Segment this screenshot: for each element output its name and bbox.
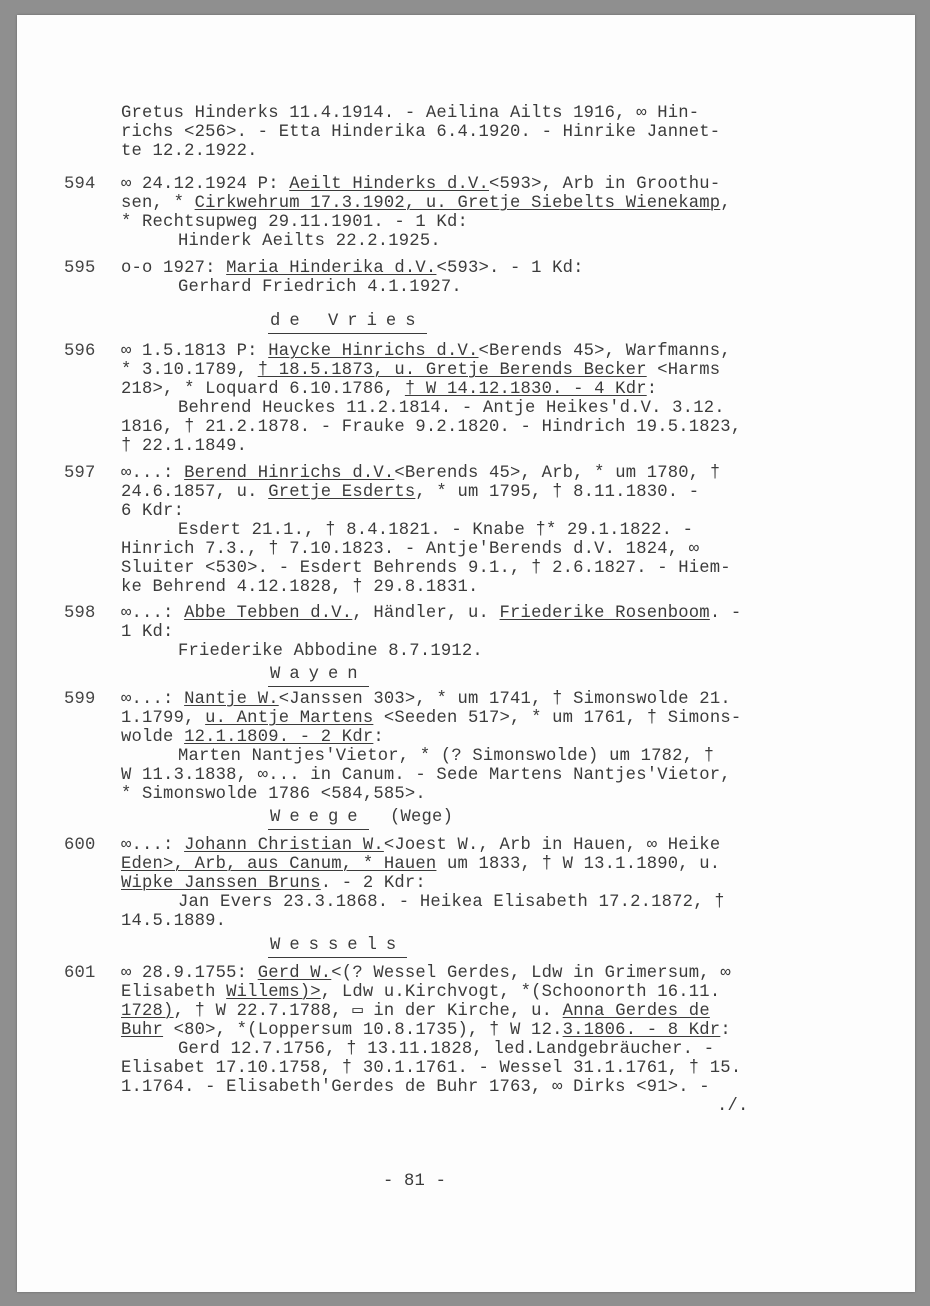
text-line: 6 Kdr: bbox=[121, 502, 185, 521]
entry-number: 598 bbox=[64, 604, 96, 623]
text-line: Sluiter <530>. - Esdert Behrends 9.1., † 2.6.1827. - Hiem- bbox=[121, 559, 731, 578]
text-line: ∞ 1.5.1813 P: Haycke Hinrichs d.V.<Berends 45>, Warfmanns, bbox=[121, 342, 731, 361]
text-line: 1816, † 21.2.1878. - Frauke 9.2.1820. - Hindrich 19.5.1823, bbox=[121, 418, 742, 437]
text-line: ∞ 28.9.1755: Gerd W.<(? Wessel Gerdes, Ldw in Grimersum, ∞ bbox=[121, 964, 731, 983]
text-line: ∞ 24.12.1924 P: Aeilt Hinderks d.V.<593>, Arb in Groothu- bbox=[121, 175, 721, 194]
page-number: - 81 - bbox=[383, 1172, 447, 1191]
text-line: 1728), † W 22.7.1788, ▭ in der Kirche, u. Anna Gerdes de bbox=[121, 1002, 710, 1021]
text-line: Behrend Heuckes 11.2.1814. - Antje Heikes'd.V. 3.12. bbox=[178, 399, 725, 418]
section-heading: Weege bbox=[268, 809, 369, 830]
entry-number: 600 bbox=[64, 836, 96, 855]
entry-number: 599 bbox=[64, 690, 96, 709]
text-line: 218>, * Loquard 6.10.1786, † W 14.12.1830. - 4 Kdr: bbox=[121, 380, 658, 399]
text-line: Gerd 12.7.1756, † 13.11.1828, led.Landgebräucher. - bbox=[178, 1040, 715, 1059]
text-line: Hinderk Aeilts 22.2.1925. bbox=[178, 232, 441, 251]
text-line: Jan Evers 23.3.1868. - Heikea Elisabeth 17.2.1872, † bbox=[178, 893, 725, 912]
text-line: Hinrich 7.3., † 7.10.1823. - Antje'Berends d.V. 1824, ∞ bbox=[121, 540, 700, 559]
section-heading-variant: (Wege) bbox=[390, 808, 454, 827]
text-line: wolde 12.1.1809. - 2 Kdr: bbox=[121, 728, 384, 747]
text-line: Elisabet 17.10.1758, † 30.1.1761. - Wessel 31.1.1761, † 15. bbox=[121, 1059, 742, 1078]
text-line: W 11.3.1838, ∞... in Canum. - Sede Martens Nantjes'Vietor, bbox=[121, 766, 731, 785]
text-line: Friederike Abbodine 8.7.1912. bbox=[178, 642, 483, 661]
text-line: Esdert 21.1., † 8.4.1821. - Knabe †* 29.1.1822. - bbox=[178, 521, 694, 540]
text-line: 1.1799, u. Antje Martens <Seeden 517>, * um 1761, † Simons- bbox=[121, 709, 742, 728]
text-line: Buhr <80>, *(Loppersum 10.8.1735), † W 12.3.1806. - 8 Kdr: bbox=[121, 1021, 731, 1040]
text-line: ke Behrend 4.12.1828, † 29.8.1831. bbox=[121, 578, 479, 597]
text-line: ∞...: Abbe Tebben d.V., Händler, u. Friederike Rosenboom. - bbox=[121, 604, 742, 623]
text-line: Gerhard Friedrich 4.1.1927. bbox=[178, 278, 462, 297]
text-line: ∞...: Berend Hinrichs d.V.<Berends 45>, Arb, * um 1780, † bbox=[121, 464, 721, 483]
text-line: te 12.2.1922. bbox=[121, 142, 258, 161]
text-line: o-o 1927: Maria Hinderika d.V.<593>. - 1 Kd: bbox=[121, 259, 584, 278]
text-line: * Simonswolde 1786 <584,585>. bbox=[121, 785, 426, 804]
section-heading: Wayen bbox=[268, 666, 369, 687]
text-line: ∞...: Nantje W.<Janssen 303>, * um 1741, † Simonswolde 21. bbox=[121, 690, 731, 709]
document-page bbox=[17, 15, 915, 1292]
text-line: 1.1764. - Elisabeth'Gerdes de Buhr 1763, ∞ Dirks <91>. - bbox=[121, 1078, 710, 1097]
section-heading: Wessels bbox=[268, 937, 407, 958]
text-line: 24.6.1857, u. Gretje Esderts, * um 1795, † 8.11.1830. - bbox=[121, 483, 700, 502]
entry-number: 595 bbox=[64, 259, 96, 278]
text-line: Marten Nantjes'Vietor, * (? Simonswolde) um 1782, † bbox=[178, 747, 715, 766]
entry-number: 596 bbox=[64, 342, 96, 361]
text-line: Eden>, Arb, aus Canum, * Hauen um 1833, † W 13.1.1890, u. bbox=[121, 855, 721, 874]
text-line: † 22.1.1849. bbox=[121, 437, 248, 456]
entry-number: 594 bbox=[64, 175, 96, 194]
text-line: sen, * Cirkwehrum 17.3.1902, u. Gretje Siebelts Wienekamp, bbox=[121, 194, 731, 213]
continuation-mark: ./. bbox=[717, 1097, 749, 1116]
text-line: richs <256>. - Etta Hinderika 6.4.1920. - Hinrike Jannet- bbox=[121, 123, 721, 142]
text-line: 1 Kd: bbox=[121, 623, 174, 642]
text-line: Elisabeth Willems)>, Ldw u.Kirchvogt, *(Schoonorth 16.11. bbox=[121, 983, 721, 1002]
entry-number: 601 bbox=[64, 964, 96, 983]
text-line: * 3.10.1789, † 18.5.1873, u. Gretje Berends Becker <Harms bbox=[121, 361, 721, 380]
entry-number: 597 bbox=[64, 464, 96, 483]
text-line: Wipke Janssen Bruns. - 2 Kdr: bbox=[121, 874, 426, 893]
text-line: Gretus Hinderks 11.4.1914. - Aeilina Ailts 1916, ∞ Hin- bbox=[121, 104, 700, 123]
text-line: 14.5.1889. bbox=[121, 912, 227, 931]
text-line: * Rechtsupweg 29.11.1901. - 1 Kd: bbox=[121, 213, 468, 232]
text-line: ∞...: Johann Christian W.<Joest W., Arb in Hauen, ∞ Heike bbox=[121, 836, 721, 855]
section-heading: de Vries bbox=[268, 313, 427, 334]
